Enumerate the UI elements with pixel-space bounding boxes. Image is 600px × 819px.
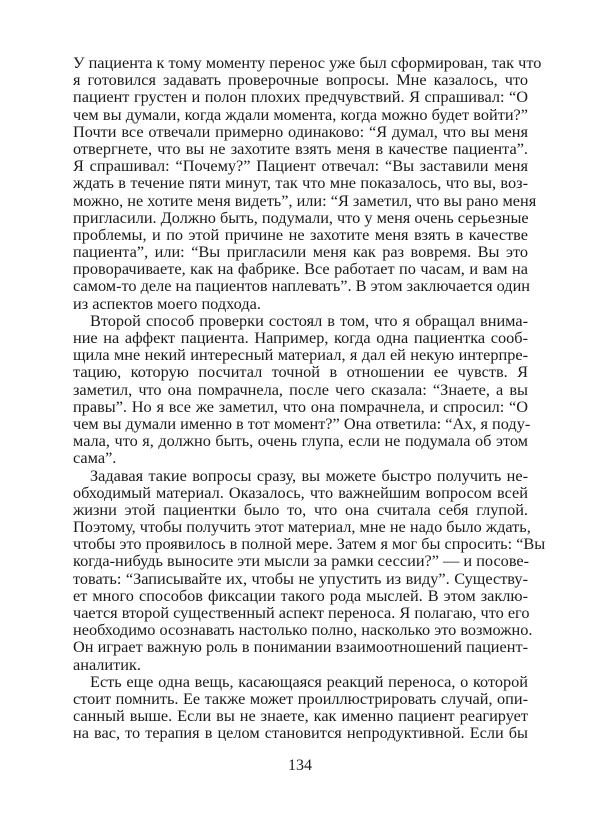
text-line: Поэтому, чтобы получить этот материал, мне не надо было ждать,	[73, 517, 531, 537]
text-line: пациента”, или: “Вы пригласили меня как раз вовремя. Вы это	[73, 242, 528, 262]
text-line: пригласили. Должно быть, подумали, что у меня очень серьезные	[73, 207, 529, 227]
text-line: проблемы, и по этой причине не захотите меня взять в качестве	[73, 224, 528, 244]
text-line: пациент грустен и полон плохих предчувствий. Я спрашивал: “О	[73, 87, 528, 107]
text-line: Он играет важную роль в понимании взаимоотношений пациент-	[73, 637, 528, 657]
text-line: Второй способ проверки состоял в том, что я обращал внима-	[90, 310, 528, 330]
text-line: жизни этой пациентки было то, что она считала себя глупой.	[73, 499, 528, 519]
text-line: необходимо осознавать настолько полно, насколько это возможно.	[73, 620, 533, 640]
text-line: У пациента к тому моменту перенос уже был сформирован, так что	[73, 53, 542, 72]
text-line: тацию, которую посчитал точной в отношении ее чувств. Я	[73, 362, 528, 382]
text-line: обходимый материал. Оказалось, что важнейшим вопросом всей	[73, 482, 528, 502]
text-line: чтобы это проявилось в полной мере. Затем я мог бы спросить: “Вы	[73, 534, 546, 554]
text-line: стоит помнить. Ее также может проиллюстрировать случай, опи-	[73, 688, 528, 708]
text-line: проворачиваете, как на фабрике. Все работает по часам, и вам на	[73, 259, 528, 279]
text-line: ет много способов фиксации такого рода мыслей. В этом заклю-	[73, 585, 528, 605]
page-body-text	[73, 53, 546, 743]
text-line: чается второй существенный аспект переноса. Я полагаю, что его	[73, 603, 530, 622]
text-line: Я спрашивал: “Почему?” Пациент отвечал: “Вы заставили меня	[73, 156, 528, 176]
text-line: ждать в течение пяти минут, так что мне показалось, что вы, воз-	[73, 173, 528, 193]
text-line: на вас, то терапия в целом становится непродуктивной. Если бы	[73, 723, 528, 743]
text-line: санный выше. Если вы не знаете, как именно пациент реагирует	[73, 706, 528, 726]
text-line: можно, не хотите меня видеть”, или: “Я заметил, что вы рано меня	[73, 190, 537, 210]
text-line: ние на аффект пациента. Например, когда одна пациентка сооб-	[73, 328, 528, 347]
text-line: мала, что я, должно быть, очень глупа, если не подумала об этом	[73, 431, 528, 451]
page-number: 134	[288, 757, 312, 774]
text-line: аналитик.	[73, 654, 141, 674]
text-line: чем вы думали именно в тот момент?” Она ответила: “Ах, я поду-	[73, 413, 531, 433]
text-line: отвергнете, что вы не захотите взять меня в качестве пациента”.	[73, 138, 528, 158]
text-line: Задавая такие вопросы сразу, вы можете быстро получить не-	[90, 465, 528, 485]
text-line: щила мне некий интересный материал, я дал ей некую интерпре-	[73, 345, 528, 365]
text-line: заметил, что она помрачнела, после чего сказала: “Знаете, а вы	[73, 379, 528, 399]
text-line: я готовился задавать проверочные вопросы. Мне казалось, что	[73, 70, 528, 90]
text-line: чем вы думали, когда ждали момента, когда можно будет войти?”	[73, 104, 528, 124]
text-line: правы”. Но я все же заметил, что она помрачнела, и спросил: “О	[73, 396, 528, 416]
text-line: из аспектов моего подхода.	[73, 293, 261, 313]
text-line: сама”.	[73, 448, 117, 468]
text-line: товать: “Записывайте их, чтобы не упустить из виду”. Существу-	[73, 568, 528, 588]
text-line: Есть еще одна вещь, касающаяся реакций переноса, о которой	[90, 671, 528, 691]
text-line: Почти все отвечали примерно одинаково: “Я думал, что вы меня	[73, 121, 528, 141]
text-line: когда-нибудь выносите эти мысли за рамки сессии?” — и посове-	[73, 551, 530, 571]
text-line: самом-то деле на пациентов наплевать”. В этом заключается один	[73, 276, 531, 296]
